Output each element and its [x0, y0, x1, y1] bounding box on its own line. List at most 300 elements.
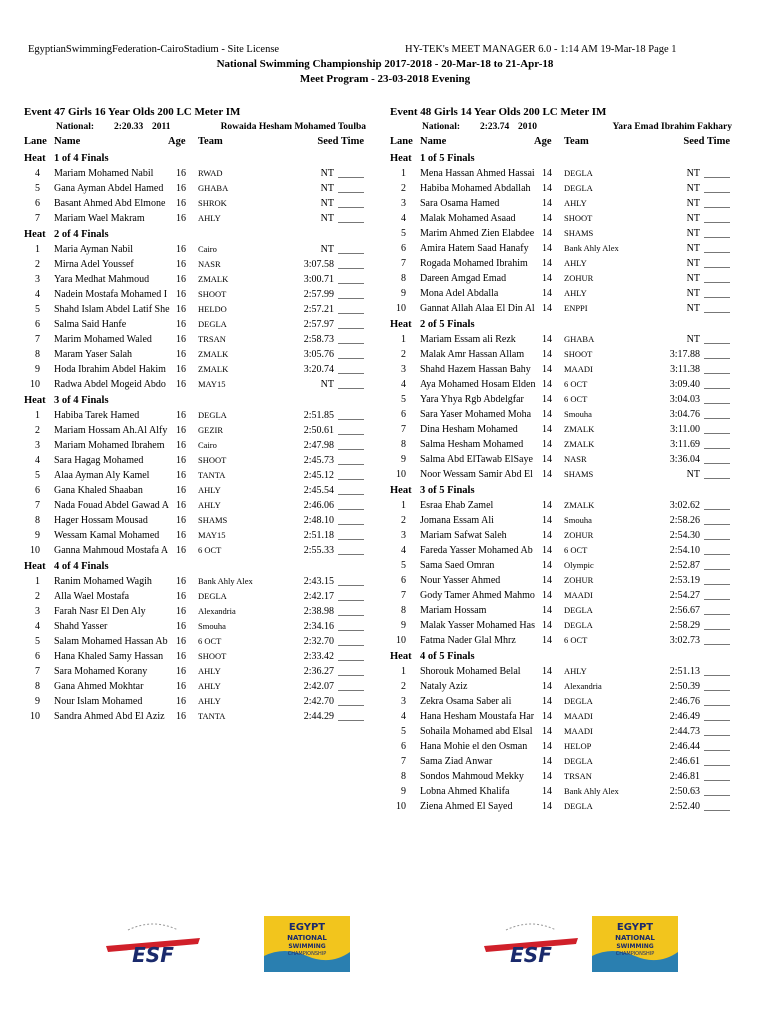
heat-header [24, 151, 366, 166]
result-blank-line [338, 675, 364, 676]
swimmer-age: 14 [542, 198, 552, 209]
entry-row [390, 513, 732, 528]
team-code: ZMALK [198, 364, 229, 374]
seed-time: 2:58.73 [303, 334, 334, 345]
swimmer-age: 16 [176, 470, 186, 481]
swimmer-age: 16 [176, 364, 186, 375]
result-blank-line [704, 569, 730, 570]
result-blank-line [338, 192, 364, 193]
team-code: 6 OCT [564, 379, 588, 389]
team-code: HELOP [564, 741, 592, 751]
lane-header: Lane [24, 136, 47, 147]
entry-row [390, 724, 732, 739]
age-header: Age [168, 136, 186, 147]
record-year: 2010 [518, 122, 537, 132]
lane-header: Lane [390, 136, 413, 147]
seed-time: 2:44.73 [669, 726, 700, 737]
result-blank-line [704, 373, 730, 374]
seed-time: 2:50.39 [669, 681, 700, 692]
svg-text:NATIONAL: NATIONAL [287, 934, 327, 942]
team-code: HELDO [198, 304, 227, 314]
heat-label: 3 of 5 Finals [420, 485, 475, 496]
result-blank-line [704, 795, 730, 796]
seed-time: 2:45.12 [303, 470, 334, 481]
swimmer-name: Gana Khaled Shaaban [54, 485, 143, 496]
seed-time: 2:43.15 [303, 576, 334, 587]
swimmer-age: 14 [542, 560, 552, 571]
entry-row [390, 241, 732, 256]
swimmer-name: Mariam Wael Makram [54, 213, 145, 224]
swimmer-name: Nour Yasser Ahmed [420, 575, 501, 586]
team-code: AHLY [564, 198, 587, 208]
swimmer-name: Nataly Aziz [420, 681, 468, 692]
result-blank-line [338, 494, 364, 495]
team-code: TRSAN [198, 334, 226, 344]
svg-text:ESF: ESF [510, 943, 552, 967]
swimmer-age: 14 [542, 666, 552, 677]
lane-number: 9 [401, 454, 406, 465]
swimmer-age: 14 [542, 364, 552, 375]
entry-row [24, 483, 366, 498]
swimmer-name: Jomana Essam Ali [420, 515, 494, 526]
swimmer-name: Gana Ayman Abdel Hamed [54, 183, 164, 194]
seed-time: 2:56.67 [669, 605, 700, 616]
lane-number: 9 [35, 696, 40, 707]
lane-number: 1 [35, 244, 40, 255]
entry-row [390, 362, 732, 377]
swimmer-name: Radwa Abdel Mogeid Abdo [54, 379, 166, 390]
heat-label: 4 of 5 Finals [420, 651, 475, 662]
team-code: MAADI [564, 711, 593, 721]
event-title: Event 48 Girls 14 Year Olds 200 LC Meter IM [390, 106, 607, 118]
swimmer-name: Zekra Osama Saber ali [420, 696, 512, 707]
seed-time: 2:46.49 [669, 711, 700, 722]
record-holder: Yara Emad Ibrahim Fakhary [612, 122, 732, 132]
result-blank-line [338, 630, 364, 631]
entry-row [24, 317, 366, 332]
entry-row [390, 739, 732, 754]
result-blank-line [338, 328, 364, 329]
lane-number: 10 [396, 635, 406, 646]
lane-number: 10 [30, 545, 40, 556]
lane-number: 5 [35, 304, 40, 315]
swimmer-age: 16 [176, 515, 186, 526]
seed-time: 2:47.98 [303, 440, 334, 451]
swimmer-name: Sara Osama Hamed [420, 198, 500, 209]
heat-header [24, 393, 366, 408]
result-blank-line [338, 705, 364, 706]
result-blank-line [704, 629, 730, 630]
lane-number: 6 [401, 575, 406, 586]
swimmer-age: 14 [542, 349, 552, 360]
team-code: Cairo [198, 440, 217, 450]
lane-number: 9 [401, 786, 406, 797]
team-code: ZOHUR [564, 273, 594, 283]
swimmer-age: 14 [542, 454, 552, 465]
seed-time: 2:46.76 [669, 696, 700, 707]
seed-time: 3:05.76 [303, 349, 334, 360]
swimmer-name: Mariam Mohamed Ibrahem [54, 440, 165, 451]
result-blank-line [338, 660, 364, 661]
lane-number: 8 [401, 605, 406, 616]
result-blank-line [704, 478, 730, 479]
entry-row [390, 588, 732, 603]
egypt-national-championship-logo [264, 916, 350, 977]
swimmer-name: Mariam Safwat Saleh [420, 530, 507, 541]
swimmer-name: Noor Wessam Samir Abd El [420, 469, 533, 480]
team-code: SHOOT [198, 455, 227, 465]
swimmer-name: Sondos Mahmoud Mekky [420, 771, 524, 782]
lane-number: 6 [401, 741, 406, 752]
swimmer-age: 14 [542, 545, 552, 556]
lane-number: 1 [401, 334, 406, 345]
lane-number: 9 [35, 364, 40, 375]
swimmer-name: Marim Ahmed Zien Elabdee [420, 228, 535, 239]
team-code: MAY15 [198, 379, 226, 389]
swimmer-name: Gana Ahmed Mokhtar [54, 681, 144, 692]
lane-number: 7 [35, 666, 40, 677]
seed-time: 2:50.61 [303, 425, 334, 436]
result-blank-line [338, 464, 364, 465]
result-blank-line [338, 343, 364, 344]
lane-number: 4 [35, 621, 40, 632]
entry-row [390, 664, 732, 679]
heat-label: 1 of 5 Finals [420, 153, 475, 164]
result-blank-line [704, 358, 730, 359]
result-blank-line [338, 539, 364, 540]
seed-header: Seed Time [683, 136, 730, 147]
entry-row [390, 603, 732, 618]
seed-time: 3:00.71 [303, 274, 334, 285]
swimmer-age: 14 [542, 183, 552, 194]
seed-time: NT [686, 168, 700, 179]
entry-row [24, 664, 366, 679]
team-code: AHLY [198, 213, 221, 223]
team-code: DEGLA [564, 168, 593, 178]
swimmer-name: Basant Ahmed Abd Elmone [54, 198, 166, 209]
team-code: ZMALK [564, 500, 595, 510]
meet-title: National Swimming Championship 2017-2018 - 20-Mar-18 to 21-Apr-18 [216, 58, 554, 70]
seed-time: 2:45.73 [303, 455, 334, 466]
swimmer-name: Nour Islam Mohamed [54, 696, 143, 707]
seed-time: NT [686, 228, 700, 239]
team-code: TANTA [198, 470, 226, 480]
entry-row [24, 498, 366, 513]
result-blank-line [338, 222, 364, 223]
swimmer-name: Salma Said Hanfe [54, 319, 127, 330]
team-code: Bank Ahly Alex [564, 243, 619, 253]
swimmer-name: Lobna Ahmed Khalifa [420, 786, 510, 797]
swimmer-age: 16 [176, 425, 186, 436]
swimmer-name: Mena Hassan Ahmed Hassai [420, 168, 535, 179]
team-code: AHLY [198, 485, 221, 495]
result-blank-line [704, 765, 730, 766]
seed-time: 2:33.42 [303, 651, 334, 662]
entry-row [24, 272, 366, 287]
entry-row [390, 558, 732, 573]
lane-number: 9 [35, 530, 40, 541]
lane-number: 2 [401, 515, 406, 526]
entry-row [24, 332, 366, 347]
result-blank-line [704, 810, 730, 811]
swimmer-name: Wessam Kamal Mohamed [54, 530, 160, 541]
lane-number: 10 [30, 711, 40, 722]
result-blank-line [704, 297, 730, 298]
swimmer-name: Malak Yasser Mohamed Has [420, 620, 535, 631]
swimmer-age: 14 [542, 213, 552, 224]
meet-manager-header: HY-TEK's MEET MANAGER 6.0 - 1:14 AM 19-Mar-18 Page 1 [405, 44, 677, 55]
lane-number: 5 [35, 636, 40, 647]
lane-number: 7 [35, 334, 40, 345]
swimmer-age: 16 [176, 319, 186, 330]
result-blank-line [704, 237, 730, 238]
program-title: Meet Program - 23-03-2018 Evening [299, 73, 471, 85]
entry-row [24, 408, 366, 423]
swimmer-age: 14 [542, 273, 552, 284]
swimmer-name: Salma Hesham Mohamed [420, 439, 524, 450]
result-blank-line [338, 524, 364, 525]
team-code: MAY15 [198, 530, 226, 540]
result-blank-line [704, 675, 730, 676]
swimmer-name: Mariam Mohamed Nabil [54, 168, 154, 179]
result-blank-line [704, 554, 730, 555]
result-blank-line [338, 207, 364, 208]
entry-row [24, 302, 366, 317]
swimmer-age: 16 [176, 606, 186, 617]
swimmer-age: 16 [176, 198, 186, 209]
team-code: AHLY [198, 696, 221, 706]
lane-number: 3 [401, 530, 406, 541]
entry-row [24, 604, 366, 619]
result-blank-line [704, 418, 730, 419]
swimmer-name: Yara Yhya Rgb Abdelgfar [420, 394, 524, 405]
team-code: MAADI [564, 726, 593, 736]
swimmer-age: 14 [542, 741, 552, 752]
heat-label: 3 of 4 Finals [54, 395, 109, 406]
esf-logo [98, 916, 208, 979]
lane-number: 3 [401, 696, 406, 707]
lane-number: 10 [396, 469, 406, 480]
seed-time: 3:09.40 [669, 379, 700, 390]
swimmer-age: 16 [176, 289, 186, 300]
swimmer-age: 14 [542, 620, 552, 631]
lane-number: 8 [35, 515, 40, 526]
event-title: Event 47 Girls 16 Year Olds 200 LC Meter IM [24, 106, 241, 118]
seed-header: Seed Time [317, 136, 364, 147]
seed-time: NT [686, 213, 700, 224]
swimmer-age: 14 [542, 726, 552, 737]
team-code: DEGLA [564, 696, 593, 706]
result-blank-line [704, 222, 730, 223]
result-blank-line [704, 705, 730, 706]
lane-number: 7 [401, 258, 406, 269]
heat-word: Heat [24, 229, 46, 240]
column-headers [24, 134, 366, 150]
team-code: DEGLA [564, 801, 593, 811]
team-code: Alexandria [198, 606, 236, 616]
entry-row [390, 528, 732, 543]
result-blank-line [704, 599, 730, 600]
swimmer-age: 14 [542, 334, 552, 345]
swimmer-name: Maria Ayman Nabil [54, 244, 134, 255]
seed-time: NT [686, 303, 700, 314]
lane-number: 8 [401, 771, 406, 782]
swimmer-age: 16 [176, 636, 186, 647]
result-blank-line [338, 298, 364, 299]
record-time: 2:20.33 [114, 122, 144, 132]
swimmer-age: 14 [542, 379, 552, 390]
team-header: Team [564, 136, 589, 147]
entry-row [390, 437, 732, 452]
result-blank-line [704, 780, 730, 781]
seed-time: NT [686, 288, 700, 299]
swimmer-age: 16 [176, 455, 186, 466]
swimmer-age: 14 [542, 786, 552, 797]
seed-time: NT [320, 379, 334, 390]
team-header: Team [198, 136, 223, 147]
team-code: TRSAN [564, 771, 592, 781]
entry-row [390, 422, 732, 437]
age-header: Age [534, 136, 552, 147]
team-code: ZOHUR [564, 530, 594, 540]
lane-number: 5 [401, 394, 406, 405]
seed-time: NT [320, 168, 334, 179]
lane-number: 4 [35, 289, 40, 300]
seed-time: 2:45.54 [303, 485, 334, 496]
swimmer-name: Sama Saed Omran [420, 560, 495, 571]
lane-number: 3 [401, 198, 406, 209]
seed-time: NT [320, 244, 334, 255]
swimmer-name: Salam Mohamed Hassan Ab [54, 636, 168, 647]
svg-text:EGYPT: EGYPT [616, 922, 654, 933]
swimmer-name: Hoda Ibrahim Abdel Hakim [54, 364, 166, 375]
lane-number: 7 [401, 756, 406, 767]
lane-number: 1 [401, 666, 406, 677]
seed-time: 2:46.81 [669, 771, 700, 782]
swimmer-name: Marim Mohamed Waled [54, 334, 152, 345]
lane-number: 10 [396, 303, 406, 314]
entry-row [24, 362, 366, 377]
seed-time: NT [686, 273, 700, 284]
lane-number: 9 [401, 288, 406, 299]
lane-number: 6 [401, 409, 406, 420]
swimmer-age: 16 [176, 530, 186, 541]
entry-row [24, 634, 366, 649]
swimmer-age: 16 [176, 711, 186, 722]
entry-row [390, 407, 732, 422]
team-code: SHAMS [564, 469, 594, 479]
entry-row [390, 271, 732, 286]
swimmer-name: Mariam Hossam Ah.Al Alfy [54, 425, 168, 436]
result-blank-line [704, 312, 730, 313]
team-code: ZMALK [564, 439, 595, 449]
entry-row [390, 181, 732, 196]
swimmer-age: 16 [176, 349, 186, 360]
seed-time: 2:57.97 [303, 319, 334, 330]
result-blank-line [704, 252, 730, 253]
lane-number: 6 [35, 198, 40, 209]
seed-time: 2:42.17 [303, 591, 334, 602]
team-code: ZMALK [198, 349, 229, 359]
swimmer-age: 14 [542, 801, 552, 812]
entry-row [390, 754, 732, 769]
swimmer-age: 14 [542, 530, 552, 541]
heat-word: Heat [24, 153, 46, 164]
entry-row [390, 543, 732, 558]
swimmer-age: 14 [542, 288, 552, 299]
seed-time: 2:58.29 [669, 620, 700, 631]
seed-time: NT [686, 334, 700, 345]
lane-number: 8 [35, 681, 40, 692]
swimmer-name: Sara Hagag Mohamed [54, 455, 144, 466]
result-blank-line [338, 615, 364, 616]
swimmer-name: Malak Mohamed Asaad [420, 213, 516, 224]
heat-word: Heat [390, 319, 412, 330]
lane-number: 1 [401, 500, 406, 511]
result-blank-line [704, 509, 730, 510]
result-blank-line [704, 403, 730, 404]
team-code: AHLY [198, 666, 221, 676]
swimmer-name: Fareda Yasser Mohamed Ab [420, 545, 533, 556]
seed-time: NT [320, 198, 334, 209]
result-blank-line [704, 524, 730, 525]
result-blank-line [704, 267, 730, 268]
team-code: Smouha [564, 409, 592, 419]
seed-time: 2:44.29 [303, 711, 334, 722]
seed-time: 2:34.16 [303, 621, 334, 632]
swimmer-name: Fatma Nader Glal Mhrz [420, 635, 516, 646]
swimmer-age: 16 [176, 485, 186, 496]
seed-time: NT [686, 183, 700, 194]
team-code: 6 OCT [198, 636, 222, 646]
heat-header [24, 227, 366, 242]
heat-label: 2 of 5 Finals [420, 319, 475, 330]
seed-time: NT [686, 243, 700, 254]
swimmer-age: 16 [176, 500, 186, 511]
site-license-header: EgyptianSwimmingFederation-CairoStadium - Site License [28, 44, 280, 55]
swimmer-age: 14 [542, 439, 552, 450]
heat-word: Heat [24, 395, 46, 406]
swimmer-age: 14 [542, 258, 552, 269]
lane-number: 8 [401, 439, 406, 450]
result-blank-line [704, 448, 730, 449]
entry-row [24, 649, 366, 664]
lane-number: 9 [401, 620, 406, 631]
seed-time: 2:32.70 [303, 636, 334, 647]
team-code: DEGLA [198, 591, 227, 601]
seed-time: 3:11.69 [670, 439, 700, 450]
swimmer-name: Maram Yaser Salah [54, 349, 133, 360]
lane-number: 8 [401, 273, 406, 284]
seed-time: 3:11.00 [670, 424, 700, 435]
entry-row [24, 257, 366, 272]
swimmer-name: Habiba Tarek Hamed [54, 410, 140, 421]
swimmer-name: Rogada Mohamed Ibrahim [420, 258, 528, 269]
swimmer-name: Shahd Yasser [54, 621, 108, 632]
record-label: National: [56, 122, 94, 132]
result-blank-line [704, 463, 730, 464]
team-code: Alexandria [564, 681, 602, 691]
swimmer-name: Gannat Allah Alaa El Din Al [420, 303, 535, 314]
lane-number: 5 [35, 183, 40, 194]
result-blank-line [338, 253, 364, 254]
result-blank-line [338, 554, 364, 555]
team-code: DEGLA [564, 756, 593, 766]
entry-row [390, 301, 732, 316]
swimmer-name: Sama Ziad Anwar [420, 756, 493, 767]
result-blank-line [704, 192, 730, 193]
swimmer-name: Gody Tamer Ahmed Mahmo [420, 590, 535, 601]
